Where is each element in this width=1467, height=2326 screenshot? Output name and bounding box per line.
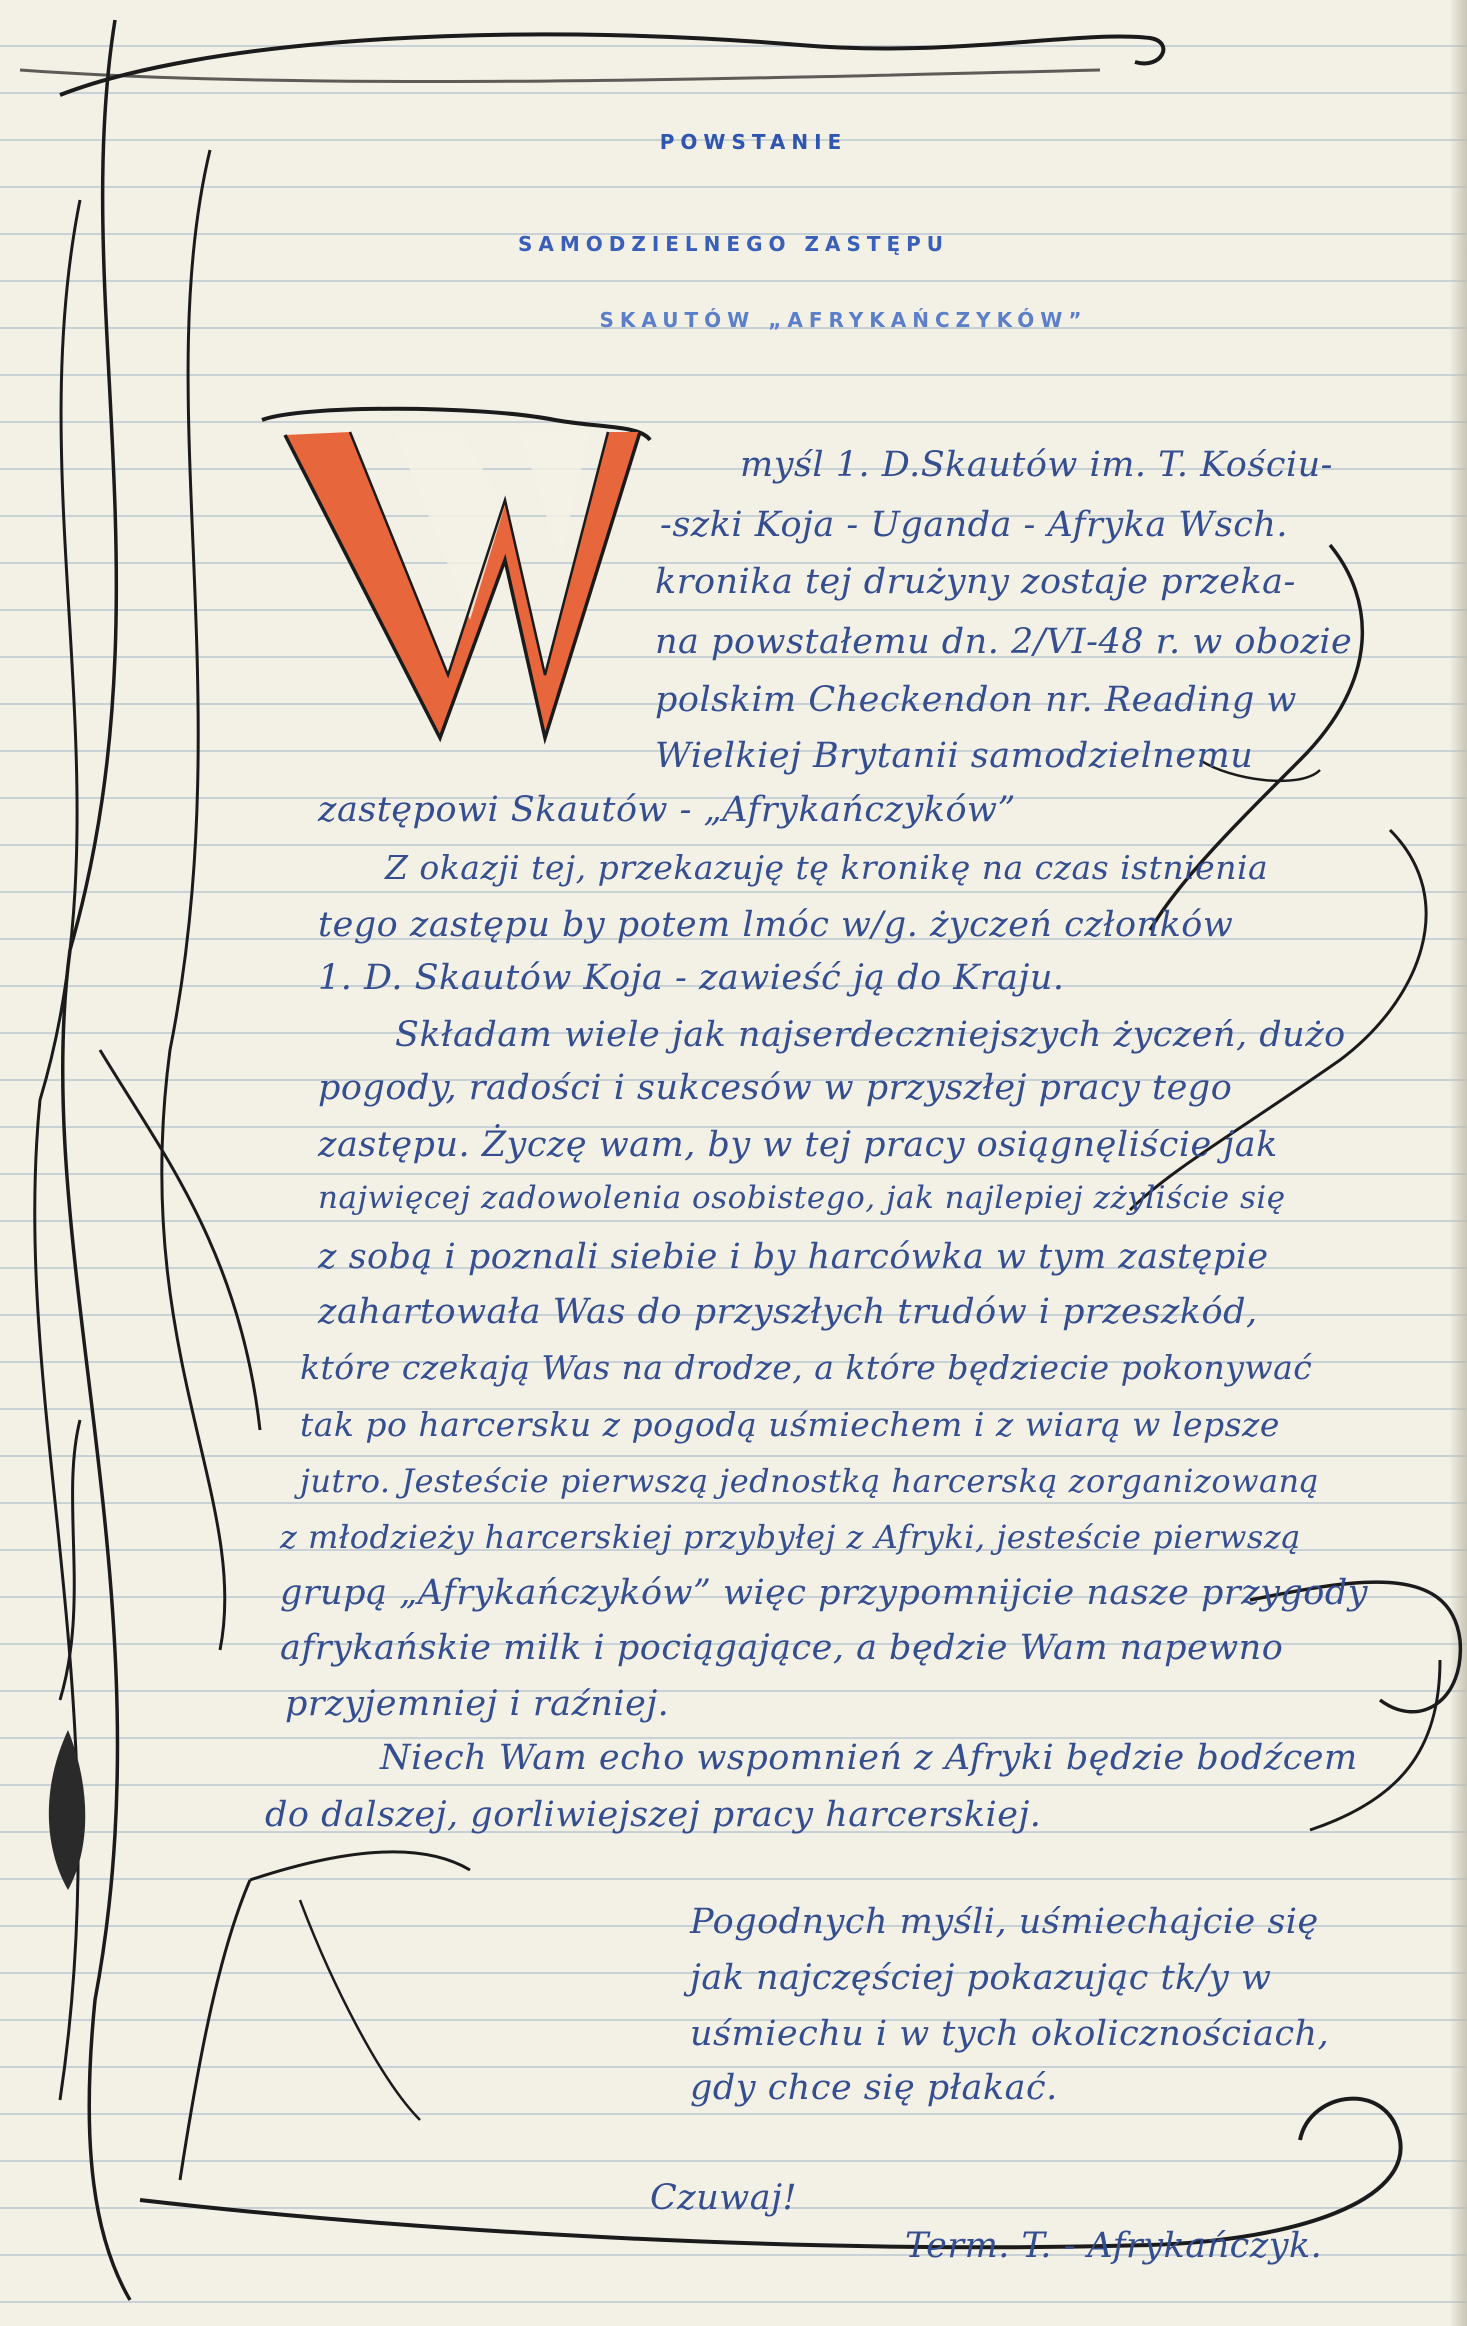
title-line-1: POWSTANIE xyxy=(659,130,848,154)
top-border-flourish xyxy=(60,34,1163,95)
letter-line: 1. D. Skautów Koja - zawieść ją do Kraju. xyxy=(318,958,1065,998)
closing-line: jak najczęściej pokazując tk/y w xyxy=(690,1958,1272,1998)
letter-line: Niech Wam echo wspomnień z Afryki będzie bodźcem xyxy=(380,1738,1358,1778)
letter-line: z młodzieży harcerskiej przybyłej z Afryki, jesteście pierwszą xyxy=(280,1518,1301,1556)
signature: Term. T. - Afrykańczyk. xyxy=(905,2226,1323,2266)
leaf-ornament xyxy=(49,1730,85,1890)
letter-line: tak po harcersku z pogodą uśmiechem i z wiarą w lepsze xyxy=(300,1405,1280,1444)
salutation: Czuwaj! xyxy=(650,2178,798,2218)
letter-line: tego zastępu by potem lmóc w/g. życzeń członków xyxy=(318,905,1234,945)
left-vine-flourish xyxy=(63,20,130,2300)
title-line-2: SAMODZIELNEGO ZASTĘPU xyxy=(517,232,950,256)
letter-line: pogody, radości i sukcesów w przyszłej pracy tego xyxy=(318,1068,1233,1108)
letter-line: afrykańskie milk i pociągające, a będzie Wam napewno xyxy=(280,1628,1284,1668)
letter-line: na powstałemu dn. 2/VI-48 r. w obozie xyxy=(655,622,1353,662)
closing-line: Pogodnych myśli, uśmiechajcie się xyxy=(690,1902,1319,1942)
bottom-border-flourish xyxy=(140,2099,1401,2248)
letter-line: do dalszej, gorliwiejszej pracy harcerskiej. xyxy=(265,1795,1042,1835)
letter-line: z sobą i poznali siebie i by harcówka w tym zastępie xyxy=(318,1237,1269,1277)
letter-line: -szki Koja - Uganda - Afryka Wsch. xyxy=(660,505,1289,545)
letter-line: zastępowi Skautów - „Afrykańczyków” xyxy=(318,790,1016,830)
title-line-3: SKAUTÓW „AFRYKAŃCZYKÓW” xyxy=(599,308,1088,332)
closing-line: gdy chce się płakać. xyxy=(690,2068,1058,2108)
letter-line: najwięcej zadowolenia osobistego, jak najlepiej zżyliście się xyxy=(318,1180,1286,1216)
letter-line: Z okazji tej, przekazuję tę kronikę na czas istnienia xyxy=(385,848,1269,887)
closing-line: uśmiechu i w tych okolicznościach, xyxy=(690,2014,1330,2054)
letter-line: Składam wiele jak najserdeczniejszych życzeń, dużo xyxy=(395,1015,1346,1055)
drop-cap-w xyxy=(262,409,650,738)
letter-line: grupą „Afrykańczyków” więc przypomnijcie nasze przygody xyxy=(280,1573,1368,1613)
letter-line: jutro. Jesteście pierwszą jednostką harcerską zorganizowaną xyxy=(300,1462,1320,1500)
letter-line: kronika tej drużyny zostaje przeka- xyxy=(655,562,1296,602)
letter-line: polskim Checkendon nr. Reading w xyxy=(655,680,1297,720)
letter-line: zahartowała Was do przyszłych trudów i przeszkód, xyxy=(318,1292,1258,1332)
letter-line: przyjemniej i raźniej. xyxy=(285,1684,670,1724)
letter-line: Wielkiej Brytanii samodzielnemu xyxy=(655,736,1254,776)
letter-line: myśl 1. D.Skautów im. T. Kościu- xyxy=(740,445,1334,485)
letter-line: które czekają Was na drodze, a które będziecie pokonywać xyxy=(300,1348,1313,1387)
letter-line: zastępu. Życzę wam, by w tej pracy osiągnęliście jak xyxy=(318,1125,1278,1165)
